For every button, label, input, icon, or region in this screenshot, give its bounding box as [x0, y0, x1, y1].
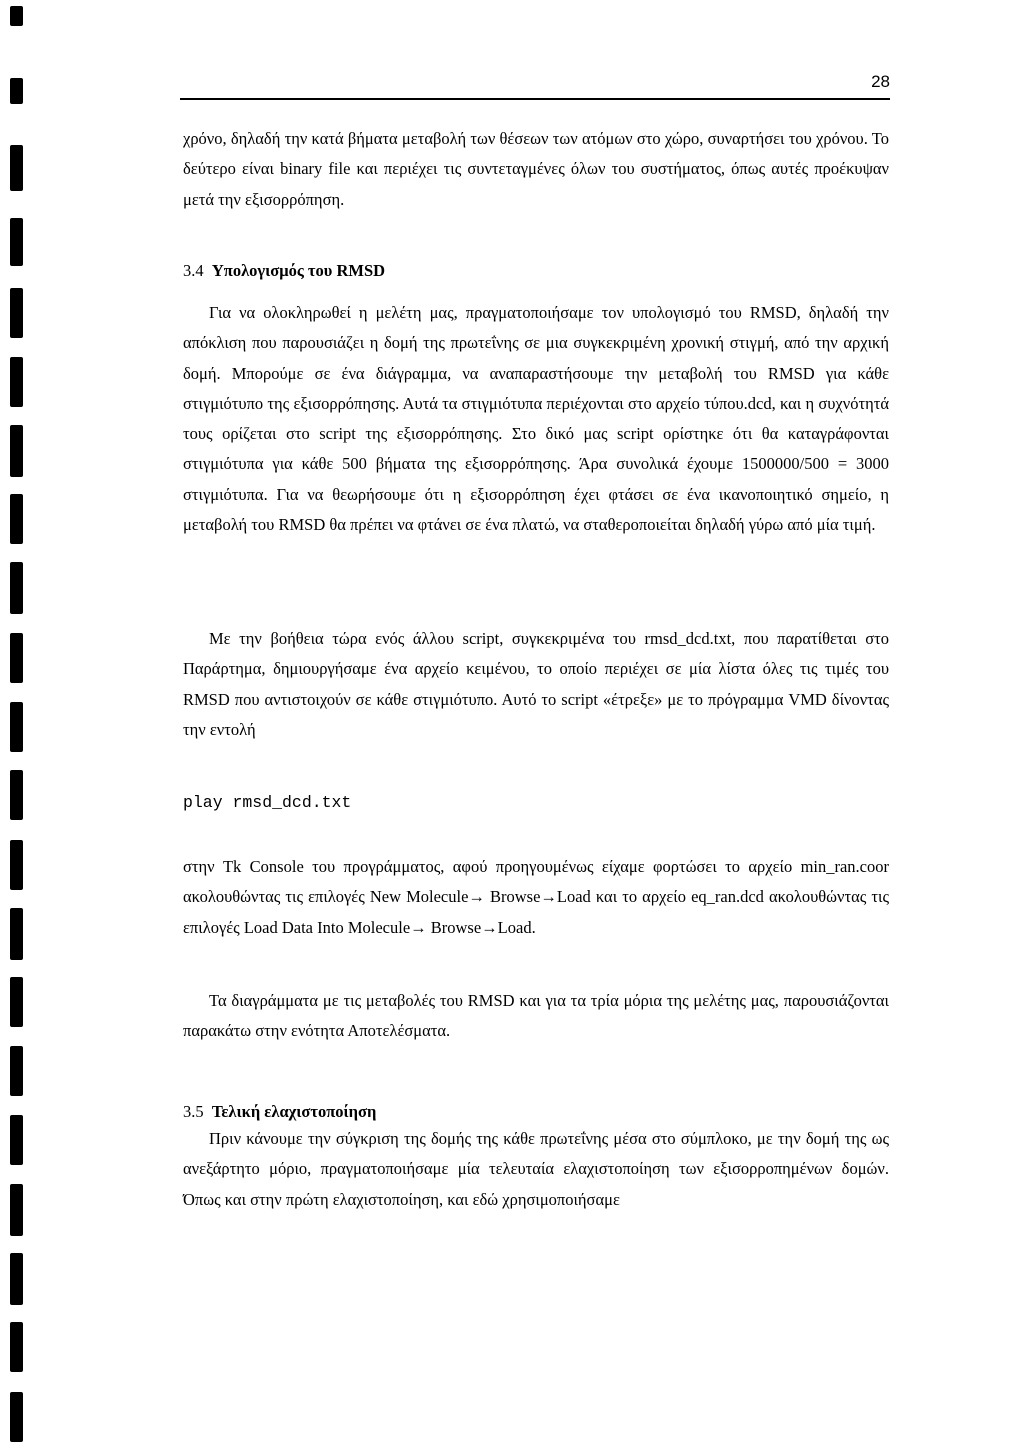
binding-mark: [10, 357, 23, 407]
binding-mark: [10, 6, 23, 26]
paragraph-rmsd-script: Με την βοήθεια τώρα ενός άλλου script, συγκεκριμένα του rmsd_dcd.txt, που παρατίθεται στο Παράρτημα, δημιουργήσαμε ένα αρχείο κειμένου, το οποίο περιέχει σε μία λίστα όλες τις τιμές του RMSD που αντιστοιχούν σε κάθε στιγμιότυπο. Αυτό το script «έτρεξε» με το πρόγραμμα VMD δίνοντας την εντολή: [183, 629, 889, 739]
header-rule: [180, 98, 890, 100]
binding-mark: [10, 1253, 23, 1305]
binding-mark: [10, 633, 23, 683]
paragraph-rmsd-intro: Για να ολοκληρωθεί η μελέτη μας, πραγματοποιήσαμε τον υπολογισμό του RMSD, δηλαδή την απόκλιση που παρουσιάζει η δομή της πρωτεΐνης σε μια συγκεκριμένη χρονική στιγμή, από την αρχική δομή. Μπορούμε σε ένα διάγραμμα, να αναπαραστήσουμε την μεταβολή του RMSD για κάθε στιγμιότυπο της εξισορρόπησης. Αυτά τα στιγμιότυπα περιέχονται στο αρχείο τύπου.dcd, και η συχνότητά τους ορίζεται στο script της εξισορρόπησης. Στο δικό μας script ορίστηκε ότι θα καταγράφονται στιγμιότυπα για κάθε 500 βήματα της εξισορρόπησης. Άρα συνολικά έχουμε 1500000/500 = 3000 στιγμιότυπα. Για να θεωρήσουμε ότι η εξισορρόπηση έχει φτάσει σε ένα ικανοποιητικό σημείο, η μεταβολή του RMSD θα πρέπει να φτάνει σε ένα πλατώ, να σταθεροποιείται δηλαδή γύρω από μία τιμή.: [183, 303, 889, 535]
binding-mark: [10, 702, 23, 752]
binding-mark: [10, 1392, 23, 1442]
section-heading-3-5: [183, 1097, 376, 1127]
binding-mark: [10, 1046, 23, 1096]
binding-mark: [10, 908, 23, 960]
binding-mark: [10, 78, 23, 104]
section-heading-3-4: [183, 256, 385, 286]
page-number: 28: [871, 72, 890, 91]
binding-mark: [10, 288, 23, 338]
paragraph-diagrams: Τα διαγράμματα με τις μεταβολές του RMSD και για τα τρία μόρια της μελέτης μας, παρουσιάζονται παρακάτω στην ενότητα Αποτελέσματα.: [183, 991, 889, 1041]
binding-mark: [10, 218, 23, 266]
binding-mark: [10, 494, 23, 544]
paragraph-final-minimization: Πριν κάνουμε την σύγκριση της δομής της κάθε πρωτεΐνης μέσα στο σύμπλοκο, με την δομή της ως ανεξάρτητο μόριο, πραγματοποιήσαμε μία τελευταία ελαχιστοποίηση των εξισορροπημένων δομών. Όπως και στην πρώτη ελαχιστοποίηση, και εδώ χρησιμοποιήσαμε: [183, 1129, 889, 1209]
paragraph-continuation: χρόνο, δηλαδή την κατά βήματα μεταβολή των θέσεων των ατόμων στο χώρο, συναρτήσει του χρόνου. Το δεύτερο είναι binary file και περιέχει τις συντεταγμένες όλων του συστήματος, όπως αυτές προέκυψαν μετά την εξισορρόπηση.: [183, 129, 889, 209]
binding-mark: [10, 770, 23, 820]
binding-mark: [10, 1322, 23, 1372]
binding-strip: [0, 0, 38, 1450]
section-number: 3.5: [183, 1102, 204, 1121]
section-number: 3.4: [183, 261, 204, 280]
binding-mark: [10, 1184, 23, 1236]
code-command: play rmsd_dcd.txt: [183, 793, 352, 812]
binding-mark: [10, 425, 23, 477]
binding-mark: [10, 977, 23, 1027]
section-title: Υπολογισμός του RMSD: [211, 261, 386, 280]
binding-mark: [10, 145, 23, 191]
binding-mark: [10, 1115, 23, 1165]
section-title: Τελική ελαχιστοποίηση: [211, 1102, 377, 1121]
binding-mark: [10, 562, 23, 614]
paragraph-tk-console: στην Tk Console του προγράμματος, αφού προηγουμένως είχαμε φορτώσει το αρχείο min_ran.coor ακολουθώντας τις επιλογές New Molecule→ Browse→Load και το αρχείο eq_ran.dcd ακολουθώντας τις επιλογές Load Data Into Molecule→ Browse→Load.: [183, 857, 889, 937]
binding-mark: [10, 840, 23, 890]
